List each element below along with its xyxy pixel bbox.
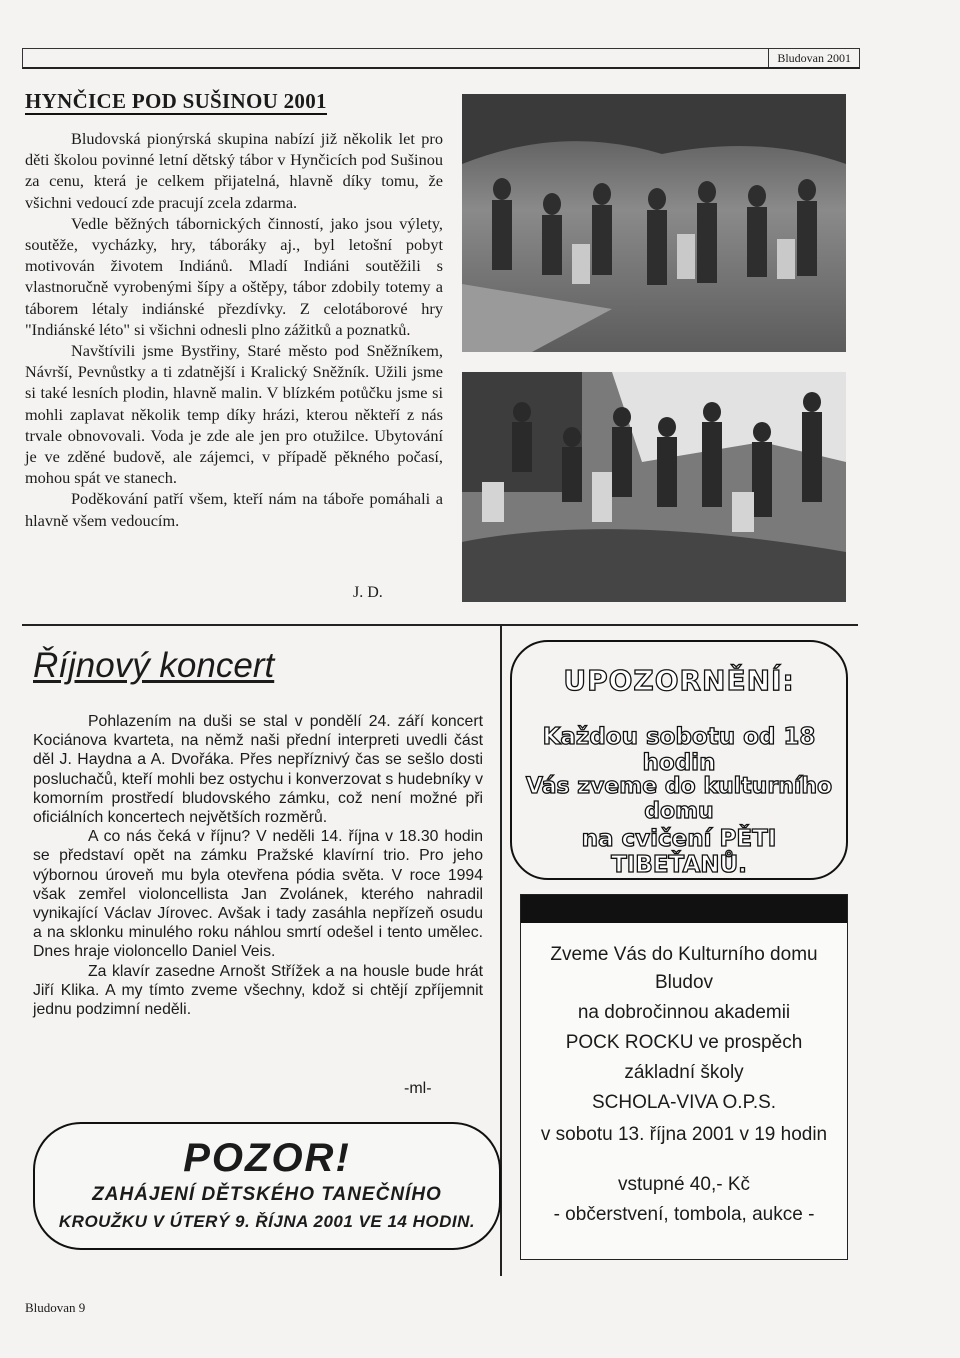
akademie-line: SCHOLA-VIVA O.P.S. — [591, 1092, 777, 1113]
paragraph: Za klavír zasedne Arnošt Střížek a na housle bude hrát Jiří Klika. A my tímto zveme všechny, kdož si chtějí zpříjemnit jednu podzimní neděli. — [33, 962, 483, 1019]
upozorneni-line-3: na cvičení PĚTI TIBEŤANŮ. — [581, 826, 777, 878]
akademie-line: vstupné 40,- Kč — [617, 1174, 751, 1195]
akademie-line: Bludov — [654, 972, 714, 993]
akademie-line: na dobročinnou akademii — [577, 1002, 791, 1023]
akademie-poster — [520, 894, 848, 1260]
camp-group-photo-2 — [462, 372, 846, 602]
paragraph: Navštívili jsme Bystřiny, Staré město pod Sněžníkem, Návrší, Pevnůstky a ti zdatnější i Kralický Sněžník. Užili jsme si také lesních plodin, hlavně malin. V blízkém potůčku jsme si mohli zaplavat několik temp díky hrázi, kterou někteří z nás trvale obnovovali. Voda je zde ale jen pro otužilce. Ubytování je ve zděné budově, ale zájemci, v případě pěkného počasí, mohou spát ve stanech. — [25, 341, 443, 488]
paragraph: Bludovská pionýrská skupina nabízí již několik let pro děti školou povinné letní dětský tábor v Hynčicích pod Sušinou za cenu, která je celkem přijatelná, hlavně díky tomu, že všichni vedoucí zde pracují zcela zdarma. — [25, 129, 443, 212]
camp-group-photo-1 — [462, 94, 846, 352]
page-footer: Bludovan 9 — [25, 1300, 86, 1315]
akademie-line: - občerstvení, tombola, aukce - — [553, 1204, 815, 1225]
article-body-koncert — [33, 712, 483, 1019]
paragraph: Pohlazením na duši se stal v pondělí 24. září koncert Kociánova kvarteta, na němž naši přední interpreti uvedli část děl J. Haydna a A. Dvořáka. Přes nepříznivý čas se sešlo dosti posluchačů, kteří mohli bez ostychu i konverzovat s hudebníky v komorním prostředí bludovského zámku, což není možné při oficiálních koncertech největších rozměrů. — [33, 713, 483, 827]
publication-label: Bludovan 2001 — [768, 49, 859, 67]
article-title-koncert: Říjnový koncert — [33, 646, 275, 685]
section-divider — [22, 624, 858, 626]
akademie-line: základní školy — [624, 1062, 744, 1083]
signature-ml: -ml- — [404, 1080, 432, 1097]
header-bar — [22, 48, 860, 69]
article-title-hyncice: HYNČICE POD SUŠINOU 2001 — [25, 89, 327, 113]
poster-top-bar — [521, 895, 847, 923]
article-body-hyncice — [25, 128, 443, 531]
pozor-line-2: KROUŽKU V ÚTERÝ 9. ŘÍJNA 2001 VE 14 HODIN. — [58, 1212, 476, 1231]
paragraph: Poděkování patří všem, kteří nám na táboře pomáhali a hlavně všem vedoucím. — [25, 489, 443, 530]
upozorneni-line-2: Vás zveme do kulturního domu — [525, 774, 833, 824]
signature-jd: J. D. — [353, 584, 383, 601]
akademie-line: Zveme Vás do Kulturního domu — [550, 944, 818, 965]
paragraph: A co nás čeká v říjnu? V neděli 14. října v 18.30 hodin se představí opět na zámku Pražské klavírní trio. Pro jeho výbornou úroveň mu byla otevřena pódia světa. V roce 1994 však zemřel violoncellista Jan Zvolánek, kterého nahradil vynikající Václav Jírovec. Avšak i tady zasáhla nepřízeň osudu a na sklonku minulého roku náhlou smrtí odešel i tento umělec. Dnes hraje violoncello Daniel Veis. — [33, 828, 483, 961]
pozor-title: POZOR! — [183, 1136, 351, 1180]
upozorneni-line-1: Každou sobotu od 18 hodin — [542, 724, 816, 776]
upozorneni-notice — [510, 640, 848, 880]
akademie-line: POCK ROCKU ve prospěch — [565, 1032, 803, 1053]
paragraph: Vedle běžných tábornických činností, jako jsou výlety, soutěže, vycházky, hry, táboráky aj., byl letošní pobyt motivován životem Indiánů. Mladí Indiáni soutěžili s vlastnoručně vyrobenými šípy a oštěpy, tábor zdobily totemy a táborem létaly indiánské přezdívky. Z celotáborové hry "Indiánské léto" si všichni odnesli plno zážitků a poznatků. — [25, 213, 443, 339]
pozor-line-1: ZAHÁJENÍ DĚTSKÉHO TANEČNÍHO — [92, 1184, 442, 1205]
upozorneni-title: UPOZORNĚNÍ: — [563, 664, 795, 697]
akademie-line: v sobotu 13. října 2001 v 19 hodin — [540, 1124, 828, 1145]
pozor-notice — [33, 1122, 501, 1250]
